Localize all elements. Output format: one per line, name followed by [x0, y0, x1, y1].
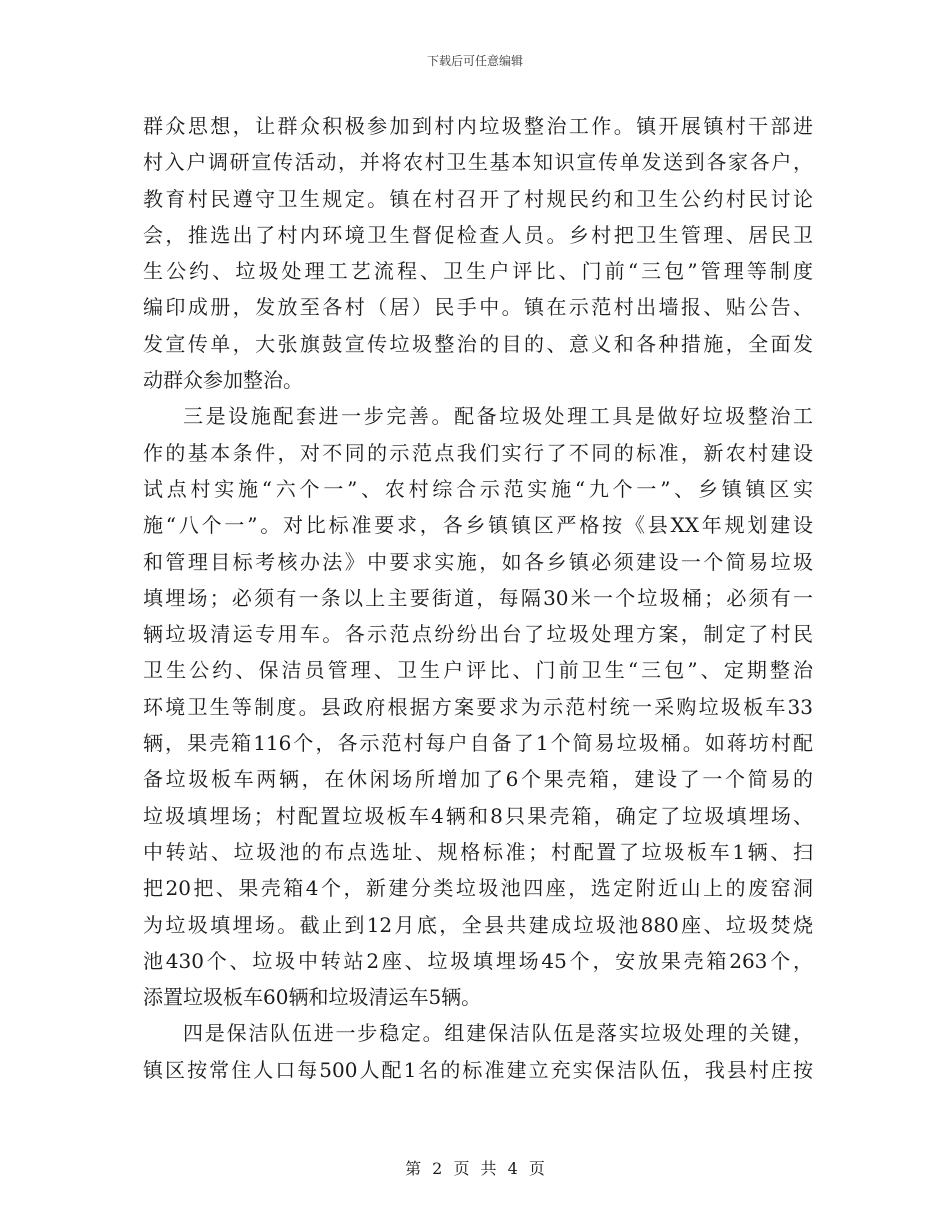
text-line: 生公约、垃圾处理工艺流程、卫生户评比、门前“三包”管理等制度: [143, 259, 813, 284]
paragraph: [143, 398, 813, 1015]
text-line: 填埋场；必须有一条以上主要街道，每隔30米一个垃圾桶；必须有一: [143, 585, 813, 610]
text-line: 池430个、垃圾中转站2座、垃圾填埋场45个，安放果壳箱263个，: [143, 948, 813, 973]
text-line: 教育村民遵守卫生规定。镇在村召开了村规民约和卫生公约村民讨论: [143, 186, 813, 211]
text-line: 镇区按常住人口每500人配1名的标准建立充实保洁队伍，我县村庄按: [143, 1057, 813, 1082]
text-line: 动群众参加整治。: [143, 368, 303, 393]
text-line: 备垃圾板车两辆，在休闲场所增加了6个果壳箱，建设了一个简易的: [143, 767, 813, 792]
text-line: 为垃圾填埋场。截止到12月底，全县共建成垃圾池880座、垃圾焚烧: [143, 912, 813, 937]
text-line: 辆垃圾清运专用车。各示范点纷纷出台了垃圾处理方案，制定了村民: [143, 622, 813, 647]
text-line: 四是保洁队伍进一步稳定。组建保洁队伍是落实垃圾处理的关键，: [183, 1021, 813, 1046]
text-line: 施“八个一”。对比标准要求，各乡镇镇区严格按《县XX年规划建设: [143, 513, 813, 538]
text-line: 作的基本条件，对不同的示范点我们实行了不同的标准，新农村建设: [143, 440, 813, 465]
page-footer: 第 2 页 共 4 页: [405, 1159, 545, 1178]
text-line: 添置垃圾板车60辆和垃圾清运车5辆。: [143, 985, 482, 1010]
text-line: 垃圾填埋场；村配置垃圾板车4辆和8只果壳箱，确定了垃圾填埋场、: [143, 803, 813, 828]
text-line: 中转站、垃圾池的布点选址、规格标准；村配置了垃圾板车1辆、扫: [143, 839, 813, 864]
text-line: 三是设施配套进一步完善。配备垃圾处理工具是做好垃圾整治工: [183, 404, 813, 429]
paragraph: [143, 1015, 813, 1088]
text-line: 村入户调研宣传活动，并将农村卫生基本知识宣传单发送到各家各户，: [143, 150, 813, 175]
text-line: 和管理目标考核办法》中要求实施，如各乡镇必须建设一个简易垃圾: [143, 549, 813, 574]
text-line: 辆，果壳箱116个，各示范村每户自备了1个简易垃圾桶。如蒋坊村配: [143, 731, 813, 756]
text-line: 卫生公约、保洁员管理、卫生户评比、门前卫生“三包”、定期整治: [143, 658, 813, 683]
text-line: 编印成册，发放至各村（居）民手中。镇在示范村出墙报、贴公告、: [143, 295, 813, 320]
text-line: 环境卫生等制度。县政府根据方案要求为示范村统一采购垃圾板车33: [143, 694, 813, 719]
text-line: 发宣传单，大张旗鼓宣传垃圾整治的目的、意义和各种措施，全面发: [143, 331, 813, 356]
text-line: 试点村实施“六个一”、农村综合示范实施“九个一”、乡镇镇区实: [143, 476, 813, 501]
text-line: 把20把、果壳箱4个，新建分类垃圾池四座，选定附近山上的废窑洞: [143, 876, 813, 901]
document-body: [143, 108, 813, 1088]
paragraph: [143, 108, 813, 398]
text-line: 群众思想，让群众积极参加到村内垃圾整治工作。镇开展镇村干部进: [143, 114, 813, 138]
text-line: 会，推选出了村内环境卫生督促检查人员。乡村把卫生管理、居民卫: [143, 222, 813, 247]
page-header: 下载后可任意编辑: [426, 54, 523, 68]
